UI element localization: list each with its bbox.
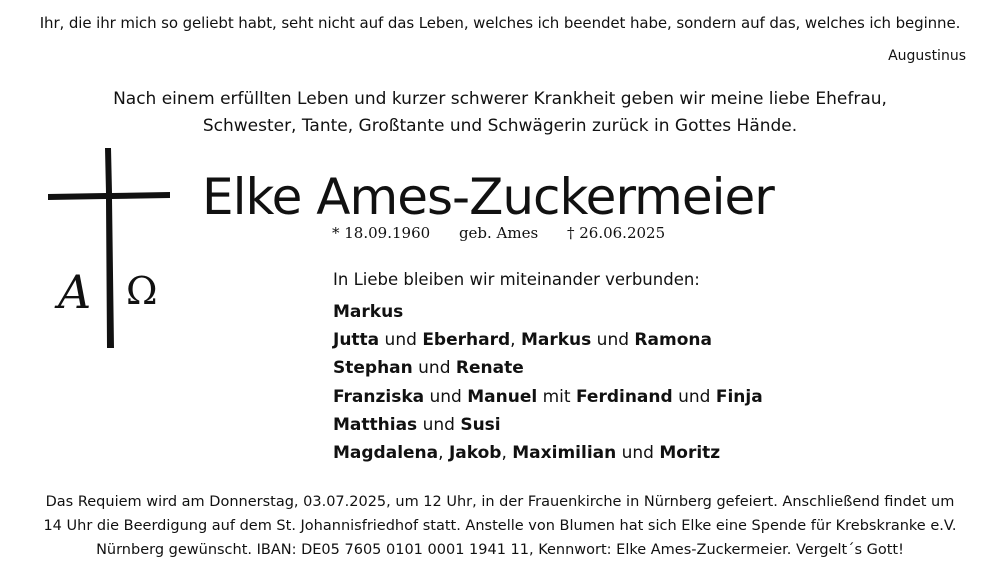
intro-text bbox=[0, 86, 1000, 140]
alpha-symbol: Α bbox=[58, 265, 92, 319]
footer-line-3: Nürnberg gewünscht. IBAN: DE05 7605 0101 0001 1941 11, Kennwort: Elke Ames-Zuckermeier. Vergelt´s Gott! bbox=[96, 542, 904, 558]
service-details bbox=[0, 490, 1000, 562]
family-connector: und bbox=[417, 414, 461, 435]
family-member-name: Markus bbox=[520, 330, 592, 351]
footer-line-2: 14 Uhr die Beerdigung auf dem St. Johannisfriedhof statt. Anstelle von Blumen hat sich Elke eine Spende für Krebskranke e.V. bbox=[43, 518, 957, 534]
family-connector: , bbox=[438, 443, 449, 464]
family-member-name: Jakob bbox=[448, 443, 502, 464]
quote-author: Augustinus bbox=[888, 48, 966, 64]
maiden-name: geb. Ames bbox=[458, 224, 539, 242]
family-line bbox=[333, 411, 763, 439]
family-member-name: Maximilian bbox=[512, 443, 617, 464]
family-member-name: Ramona bbox=[634, 330, 712, 351]
family-member-name: Franziska bbox=[333, 386, 425, 407]
family-connector: und bbox=[616, 443, 660, 464]
family-connector: und bbox=[379, 330, 423, 351]
family-member-name: Ferdinand bbox=[575, 386, 673, 407]
family-connector: und bbox=[412, 358, 456, 379]
family-line bbox=[333, 383, 763, 411]
life-dates bbox=[332, 224, 689, 242]
family-connector: und bbox=[591, 330, 635, 351]
family-connector: mit bbox=[537, 386, 576, 407]
family-list bbox=[333, 298, 763, 467]
memorial-quote: Ihr, die ihr mich so geliebt habt, seht nicht auf das Leben, welches ich beendet habe, sondern auf das, welches ich beginne. bbox=[39, 14, 961, 32]
family-member-name: Jutta bbox=[333, 330, 380, 351]
family-line bbox=[333, 298, 763, 326]
deceased-name: Elke Ames-Zuckermeier bbox=[202, 168, 774, 226]
family-member-name: Finja bbox=[715, 386, 763, 407]
family-connector: , bbox=[510, 330, 521, 351]
family-connector: und bbox=[424, 386, 468, 407]
family-member-name: Eberhard bbox=[422, 330, 511, 351]
intro-line-2: Schwester, Tante, Großtante und Schwägerin zurück in Gottes Hände. bbox=[202, 116, 798, 136]
family-line bbox=[333, 439, 763, 467]
family-member-name: Susi bbox=[460, 414, 501, 435]
intro-line-1: Nach einem erfüllten Leben und kurzer schwerer Krankheit geben wir meine liebe Ehefrau, bbox=[113, 89, 887, 109]
birth-date: * 18.09.1960 bbox=[332, 224, 431, 242]
family-member-name: Manuel bbox=[467, 386, 538, 407]
family-member-name: Stephan bbox=[333, 358, 413, 379]
death-date: † 26.06.2025 bbox=[566, 224, 666, 242]
family-connector: , bbox=[501, 443, 513, 464]
family-member-name: Moritz bbox=[659, 443, 721, 464]
family-line bbox=[333, 326, 763, 354]
family-member-name: Markus bbox=[333, 302, 404, 322]
cross-alpha-omega-icon bbox=[46, 148, 174, 348]
family-line bbox=[333, 354, 763, 382]
family-member-name: Matthias bbox=[333, 414, 418, 435]
family-intro: In Liebe bleiben wir miteinander verbunden: bbox=[333, 270, 700, 289]
footer-line-1: Das Requiem wird am Donnerstag, 03.07.2025, um 12 Uhr, in der Frauenkirche in Nürnberg gefeiert. Anschließend findet um bbox=[45, 494, 955, 510]
family-member-name: Magdalena bbox=[333, 443, 439, 464]
family-member-name: Renate bbox=[455, 358, 524, 379]
family-connector: und bbox=[672, 386, 716, 407]
omega-symbol: Ω bbox=[126, 269, 158, 313]
